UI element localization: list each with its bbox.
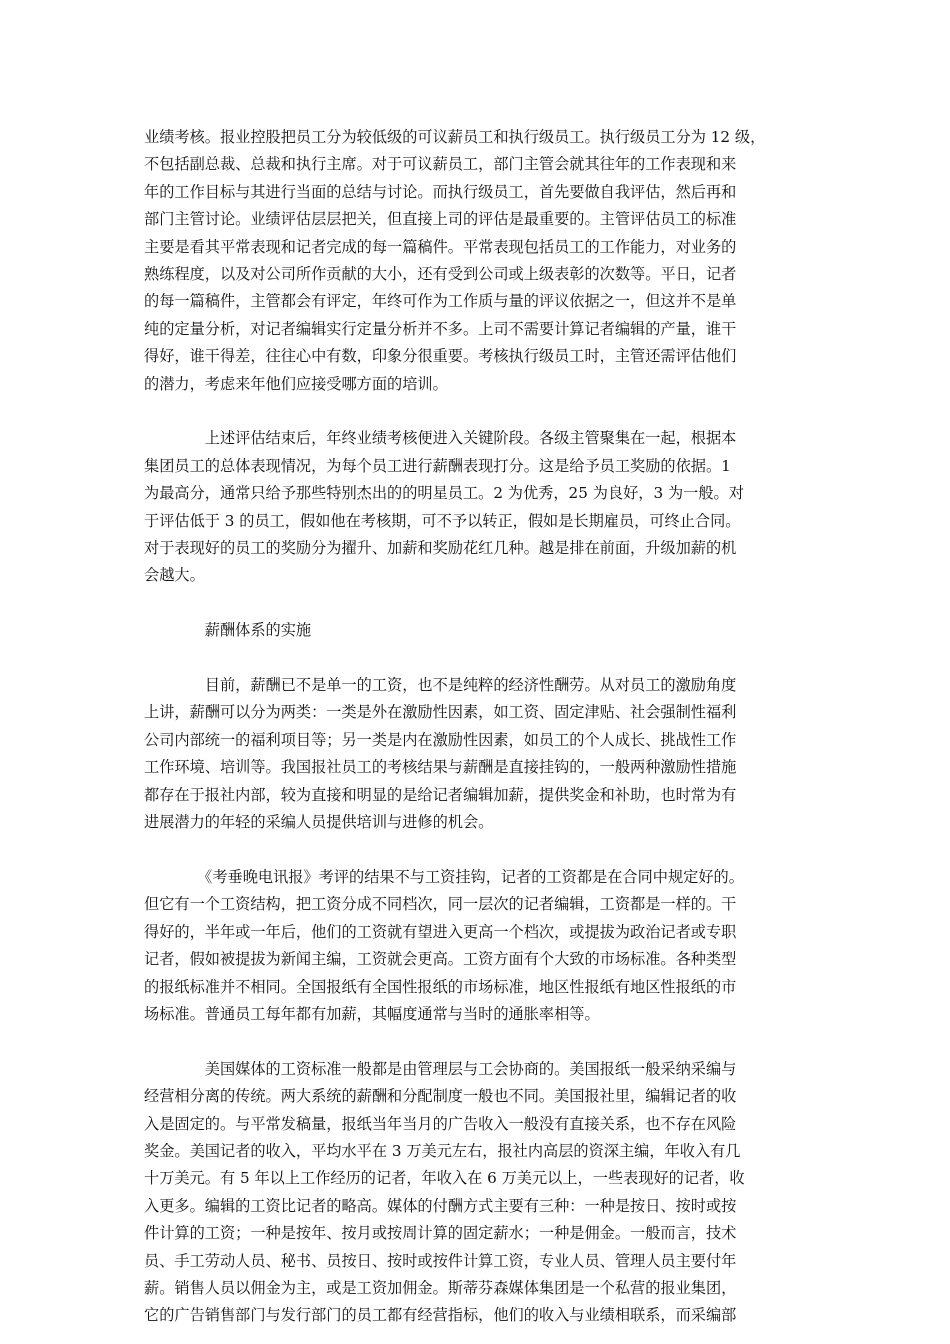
text-line: 记者，假如被提拔为新闻主编，工资就会更高。工资方面有个大致的市场标准。各种类型 <box>144 950 737 969</box>
text-line: 于评估低于 3 的员工，假如他在考核期，可不予以转正，假如是长期雇员，可终止合同。 <box>144 511 741 530</box>
paragraph-newspaper-salary-structure <box>144 864 816 1028</box>
text-line: 的潜力，考虑来年他们应接受哪方面的培训。 <box>144 374 448 393</box>
text-line: 会越大。 <box>144 566 205 585</box>
section-heading-text: 薪酬体系的实施 <box>144 621 312 640</box>
text-line: 十万美元。有 5 年以上工作经历的记者，年收入在 6 万美元以上，一些表现好的记者，收 <box>144 1169 745 1188</box>
text-line: 部门主管讨论。业绩评估层层把关，但直接上司的评估是最重要的。主管评估员工的标准 <box>144 210 737 229</box>
text-line: 入是固定的。与平常发稿量，报纸当年当月的广告收入一般没有直接关系，也不存在风险 <box>144 1114 737 1133</box>
text-line: 目前，薪酬已不是单一的工资，也不是纯粹的经济性酬劳。从对员工的激励角度 <box>144 676 737 695</box>
text-line: 得好，谁干得差，往往心中有数，印象分很重要。考核执行级员工时，主管还需评估他们 <box>144 347 737 366</box>
text-line: 上讲，薪酬可以分为两类：一类是外在激励性因素，如工资、固定津贴、社会强制性福利 <box>144 703 737 722</box>
text-line: 集团员工的总体表现情况，为每个员工进行薪酬表现打分。这是给予员工奖励的依据。1 <box>144 456 731 475</box>
text-line: 它的广告销售部门与发行部门的员工都有经营指标，他们的收入与业绩相联系，而采编部 <box>144 1306 737 1325</box>
text-line: 入更多。编辑的工资比记者的略高。媒体的付酬方式主要有三种：一种是按日、按时或按 <box>144 1196 737 1215</box>
paragraph-performance-review <box>144 124 816 398</box>
text-line: 奖金。美国记者的收入，平均水平在 3 万美元左右，报社内高层的资深主编，年收入有几 <box>144 1141 741 1160</box>
text-line: 主要是看其平常表现和记者完成的每一篇稿件。平常表现包括员工的工作能力，对业务的 <box>144 237 737 256</box>
text-line: 的每一篇稿件，主管都会有评定，年终可作为工作质与量的评议依据之一，但这并不是单 <box>144 292 737 311</box>
text-line: 件计算的工资；一种是按年、按月或按周计算的固定薪水；一种是佣金。一般而言，技术 <box>144 1224 737 1243</box>
paragraph-us-media-pay <box>144 1056 816 1330</box>
text-line: 员、手工劳动人员、秘书、员按日、按时或按件计算工资，专业人员、管理人员主要付年 <box>144 1251 737 1270</box>
text-line: 经营相分离的传统。两大系统的薪酬和分配制度一般也不同。美国报社里，编辑记者的收 <box>144 1087 737 1106</box>
text-line: 美国媒体的工资标准一般都是由管理层与工会协商的。美国报纸一般采纳采编与 <box>144 1059 737 1078</box>
paragraph-compensation-types <box>144 672 816 836</box>
text-line: 工作环境、培训等。我国报社员工的考核结果与薪酬是直接挂钩的，一般两种激励性措施 <box>144 758 737 777</box>
text-line: 薪。销售人员以佣金为主，或是工资加佣金。斯蒂芬森媒体集团是一个私营的报业集团， <box>144 1278 737 1297</box>
paragraph-gap <box>144 398 816 425</box>
text-line: 熟练程度，以及对公司所作贡献的大小，还有受到公司或上级表彰的次数等。平日，记者 <box>144 265 737 284</box>
text-line: 得好的，半年或一年后，他们的工资就有望进入更高一个档次，或提拔为政治记者或专职 <box>144 922 737 941</box>
paragraph-gap <box>144 590 816 617</box>
text-line: 都存在于报社内部，较为直接和明显的是给记者编辑加薪，提供奖金和补助，也时常为有 <box>144 785 737 804</box>
text-line: 的报纸标准并不相同。全国报纸有全国性报纸的市场标准，地区性报纸有地区性报纸的市 <box>144 977 737 996</box>
text-line: 上述评估结束后，年终业绩考核便进入关键阶段。各级主管聚集在一起，根据本 <box>144 429 737 448</box>
document-body <box>144 124 816 1330</box>
text-line: 公司内部统一的福利项目等；另一类是内在激励性因素，如员工的个人成长、挑战性工作 <box>144 730 737 749</box>
text-line: 对于表现好的员工的奖励分为擢升、加薪和奖励花红几种。越是排在前面，升级加薪的机 <box>144 539 737 558</box>
text-line: 为最高分，通常只给予那些特别杰出的的明星员工。2 为优秀，25 为良好，3 为一般。对 <box>144 484 744 503</box>
paragraph-year-end-scoring <box>144 425 816 589</box>
text-line: 场标准。普通员工每年都有加薪，其幅度通常与当时的通胀率相等。 <box>144 1004 600 1023</box>
paragraph-gap <box>144 837 816 864</box>
text-line: 业绩考核。报业控股把员工分为较低级的可议薪员工和执行级员工。执行级员工分为 12 级， <box>144 128 766 146</box>
text-line: 进展潜力的年轻的采编人员提供培训与进修的机会。 <box>144 813 494 832</box>
text-line: 纯的定量分析，对记者编辑实行定量分析并不多。上司不需要计算记者编辑的产量，谁干 <box>144 319 737 338</box>
text-line: 但它有一个工资结构，把工资分成不同档次，同一层次的记者编辑，工资都是一样的。干 <box>144 895 737 914</box>
paragraph-gap <box>144 645 816 672</box>
text-line: 年的工作目标与其进行当面的总结与讨论。而执行级员工，首先要做自我评估，然后再和 <box>144 182 737 201</box>
text-line: 《考垂晚电讯报》考评的结果不与工资挂钩，记者的工资都是在合同中规定好的。 <box>144 867 744 886</box>
paragraph-gap <box>144 1028 816 1055</box>
section-heading <box>144 617 816 644</box>
text-line: 不包括副总裁、总裁和执行主席。对于可议薪员工，部门主管会就其往年的工作表现和来 <box>144 155 737 174</box>
